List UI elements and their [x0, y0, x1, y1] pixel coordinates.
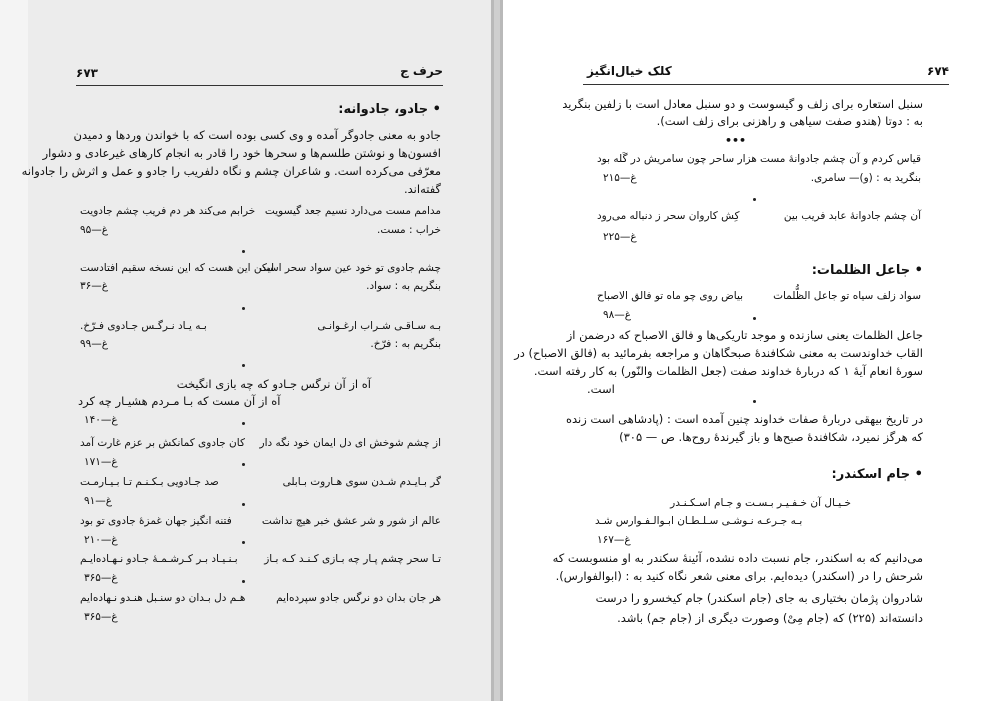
verse-line: خـیـال آن خـفـیـر بـسـت و جـام اسـکـنـدر: [670, 497, 851, 509]
paragraph-line: شادروان پژمان بختیاری به جای (جام اسکندر) جام کیخسرو را درست: [595, 591, 923, 605]
verse-hemistich: لیکن این هست که این نسخه سقیم افتادست: [80, 262, 275, 274]
verse-hemistich: سواد زلف سیاه تو جاعل الظُّلمات: [773, 290, 921, 302]
separator-dot: [242, 250, 245, 253]
page-674: [503, 0, 1001, 701]
verse-hemistich: مدامم مست می‌دارد نسیم جعد گیسویت: [264, 205, 441, 217]
separator-dot: [242, 580, 245, 583]
ghazal-reference: غ—۱۷۱: [84, 456, 118, 468]
page-gutter: [491, 0, 503, 701]
verse-hemistich: خرابم می‌کند هر دم فریب چشم جادویت: [80, 205, 256, 217]
ghazal-reference: غ—۳۶۵: [84, 572, 118, 584]
separator-dot: [242, 364, 245, 367]
verse-line: آه از آن نرگس جـادو که چه بازی انگیخت: [176, 377, 371, 391]
verse-line: بـه جـرعـه نـوشـی سـلـطـان ابـوالـفـوارس شـد: [595, 515, 803, 527]
separator-dot: [242, 422, 245, 425]
verse-hemistich: از چشم شوخش ای دل ایمان خود نگه دار: [259, 437, 441, 449]
ghazal-reference: غ—۹۵: [80, 224, 109, 236]
ghazal-reference: غ—۲۱۵: [603, 172, 637, 184]
ghazal-reference: غ—۲۲۵: [603, 231, 637, 243]
paragraph-line: می‌دانیم که به اسکندر، جام نسبت داده نشده، آئینهٔ سکندر به او منسوبست که: [552, 551, 923, 565]
section-title: • جام اسکندر:: [831, 467, 923, 482]
paragraph-line: که هرگز نمیرد، شکافندهٔ صبح‌ها و باز گیرندهٔ روح‌ها. ص — ۳۰۵): [619, 430, 923, 444]
paragraph-line: سورهٔ انعام آیهٔ ۱ که دربارهٔ خداوند صفت (جعل الظلمات والنّور) به کار رفته است.: [533, 364, 923, 378]
separator-dot: [242, 463, 245, 466]
section-title: • جاعل الظلمات:: [811, 263, 923, 278]
verse-note: بنگریم به : فرّخ.: [370, 338, 441, 350]
paragraph-line: گفته‌اند.: [403, 182, 441, 196]
header-rule: [76, 85, 443, 86]
separator-dot: [753, 317, 756, 320]
separator-dot: [242, 307, 245, 310]
verse-hemistich: بیاض روی چو ماه تو فالق الاصباح: [597, 290, 744, 302]
verse-hemistich: بـه یـاد نـرگـس جـادوی فـرّخ.: [80, 320, 207, 332]
verse-hemistich: آن چشم جادوانهٔ عابد فریب بین: [783, 210, 921, 222]
verse-hemistich: کان جادوی کمانکش بر عزم غارت آمد: [80, 437, 245, 449]
verse-note: خراب : مست.: [377, 224, 441, 236]
verse-hemistich: بـنـیـاد بـر کـرشـمـهٔ جـادو نـهـاده‌ایـم: [80, 553, 238, 565]
paragraph-line: دانسته‌اند (۲۲۵) که (جام مِیْ) وصورت دیگری از (جام جم) باشد.: [617, 611, 923, 625]
verse-hemistich: عالم از شور و شر عشق خبر هیچ نداشت: [261, 515, 441, 527]
verse-hemistich: هزار ساحر چون سامریش در گَله بود: [597, 153, 757, 165]
ghazal-reference: غ—۱۶۷: [597, 534, 631, 546]
paragraph-line: معرّفی می‌کرده است. و شاعران چشم و نگاه دلفریب را جادو و عمل و اثرش را جادوانه: [21, 164, 441, 178]
paragraph-line: به : دوتا (هندو صفت سیاهی و راهزنی برای زلف است).: [656, 114, 923, 128]
verse-line: آه از آن مست که بـا مـردم هشیـار چه کرد: [78, 394, 281, 408]
verse-hemistich: قیاس کردم و آن چشم جادوانهٔ مست: [760, 153, 921, 165]
paragraph-line: شرحش را در (اسکندر) دیده‌ایم. برای معنی شعر نگاه کنید به : (ابوالفوارس).: [555, 569, 923, 583]
section-stars: •••: [725, 134, 747, 147]
separator-dot: [753, 198, 756, 201]
separator-dot: [242, 541, 245, 544]
paragraph-line: جاعل الظلمات یعنی سازنده و موجد تاریکی‌ها و فالق الاصباح که درضمن از: [566, 328, 923, 342]
separator-dot: [242, 503, 245, 506]
ghazal-reference: غ—۹۸: [603, 309, 632, 321]
verse-hemistich: تـا سحر چشم پـار چه بـازی کـنـد کـه بـاز: [264, 553, 441, 565]
running-header: حرف ج: [400, 64, 443, 78]
verse-hemistich: بـه سـاقـی شـراب ارغـوانـی: [317, 320, 441, 332]
page-number: ۶۷۳: [76, 66, 98, 80]
verse-hemistich: فتنه انگیز جهان غمزهٔ جادوی تو بود: [80, 515, 232, 527]
ghazal-reference: غ—۳۶۵: [84, 611, 118, 623]
page-number: ۶۷۴: [927, 64, 949, 78]
paragraph-line: القاب خداوندست به معنی شکافندهٔ صبحگاهان و مراجعه بفرمائید به (فالق الاصباح) در: [514, 346, 923, 360]
verse-hemistich: صد جـادویی بـکـنـم تـا بـیـارمـت: [80, 476, 219, 488]
ghazal-reference: غ—۳۶: [80, 280, 109, 292]
ghazal-reference: غ—۲۱۰: [84, 534, 118, 546]
section-title: • جادو، جادوانه:: [338, 102, 441, 117]
paragraph-line: افسون‌ها و نوشتن طلسم‌ها و سحرها خود را قادر به انجام کارهای غیرعادی و دشوار: [42, 146, 441, 160]
separator-dot: [753, 400, 756, 403]
verse-hemistich: کِش کاروان سحر ز دنباله می‌رود: [597, 210, 740, 222]
verse-note: بنگریم به : سواد.: [366, 280, 441, 292]
running-header: کلک خیال‌انگیز: [587, 64, 672, 78]
paragraph-line: است.: [587, 382, 615, 396]
header-rule: [583, 84, 949, 85]
paragraph-line: در تاریخ بیهقی دربارهٔ صفات خداوند چنین آمده است : (پادشاهی است زنده: [565, 412, 923, 426]
ghazal-reference: غ—۹۱: [84, 495, 113, 507]
verse-hemistich: چشم جادوی تو خود عین سواد سحر است: [259, 262, 441, 274]
verse-note: بنگرید به : (و)— سامری.: [810, 172, 921, 184]
ghazal-reference: غ—۹۹: [80, 338, 109, 350]
page-673: [21, 0, 491, 701]
verse-hemistich: هر جان بدان دو نرگس جادو سپرده‌ایم: [276, 592, 441, 604]
ghazal-reference: غ—۱۴۰: [84, 414, 118, 426]
paragraph-line: سنبل استعاره برای زلف و گیسوست و دو سنبل معادل است با زلفین بنگرید: [562, 97, 923, 111]
verse-hemistich: هـم دل بـدان دو سنـبل هنـدو نـهاده‌ایم: [80, 592, 246, 604]
verse-hemistich: گر بـایـدم شـدن سوی هـاروت بـابلی: [282, 476, 441, 488]
paragraph-line: جادو به معنی جادوگر آمده و وی کسی بوده است که با خواندن وردها و دمیدن: [73, 128, 441, 142]
